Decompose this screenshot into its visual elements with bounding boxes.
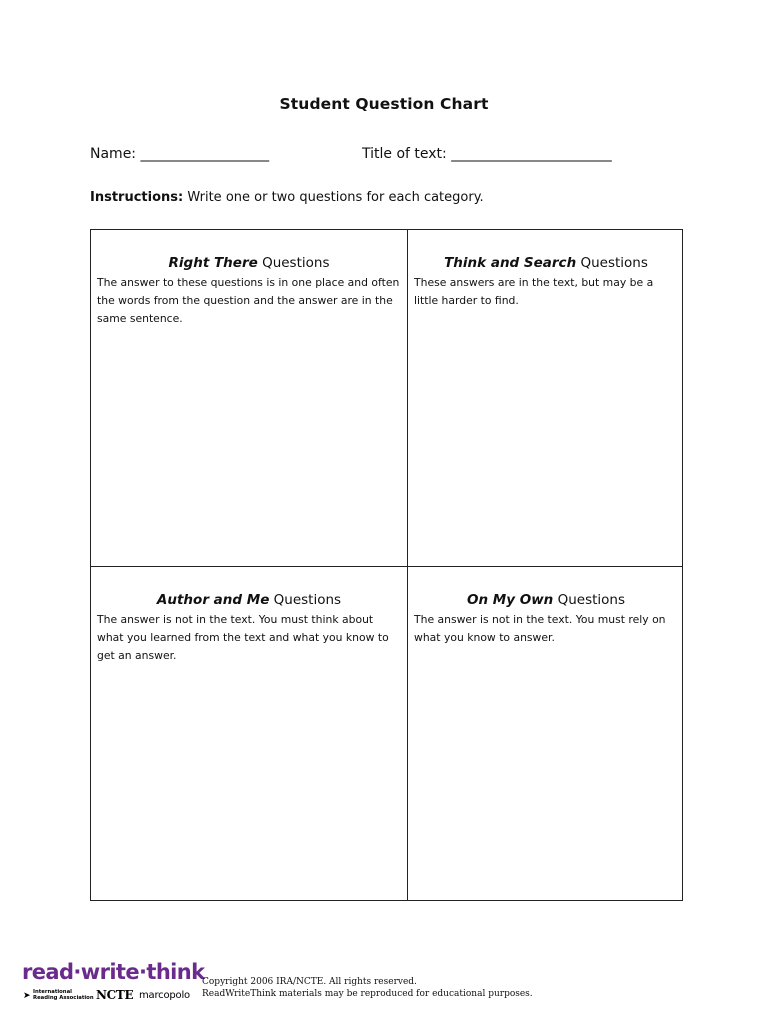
cell-heading-category: Right There — [168, 255, 258, 271]
title-of-text-blank-line: _________________________ — [451, 146, 612, 162]
ira-wordmark — [33, 989, 103, 1001]
ncte-wordmark: NCTE — [96, 988, 134, 1002]
instructions — [90, 190, 484, 205]
copyright-line-1: Copyright 2006 IRA/NCTE. All rights reserved. — [202, 977, 417, 987]
name-field — [90, 146, 269, 162]
title-of-text-field — [362, 146, 611, 162]
cell-heading-category: Think and Search — [444, 255, 577, 271]
page-title: Student Question Chart — [279, 95, 489, 113]
cell-heading — [408, 592, 684, 608]
cell-right-there — [91, 230, 407, 566]
cell-description: The answer to these questions is in one place and often the words from the question and the answer are in the same sentence. — [97, 276, 400, 325]
ira-line-1: International — [33, 989, 72, 995]
marcopolo-wordmark: marcopolo — [139, 990, 190, 1001]
cell-heading-category: Author and Me — [156, 592, 270, 608]
cell-heading — [91, 255, 407, 271]
readwritethink-logo — [22, 960, 205, 1006]
cell-heading — [408, 255, 684, 271]
readwritethink-wordmark: read·write·think — [22, 960, 205, 984]
footer — [22, 960, 722, 1010]
cell-heading-suffix: Questions — [557, 592, 625, 608]
cell-heading-suffix: Questions — [262, 255, 330, 271]
ira-icon: ➤ — [23, 991, 31, 1001]
instructions-text: Write one or two questions for each category. — [187, 190, 484, 205]
cell-description: These answers are in the text, but may be a little harder to find. — [414, 276, 654, 307]
cell-on-my-own — [408, 567, 684, 902]
partner-logos — [22, 988, 192, 1006]
cell-heading-suffix: Questions — [273, 592, 342, 608]
name-label: Name: — [90, 146, 137, 162]
cell-author-and-me — [91, 567, 407, 902]
name-blank-line: ____________________ — [140, 146, 269, 162]
cell-heading-suffix: Questions — [580, 255, 648, 271]
title-of-text-label: Title of text: — [362, 146, 447, 162]
cell-heading — [91, 592, 407, 608]
cell-description: The answer is not in the text. You must think about what you learned from the text and what you know to get an answer. — [97, 613, 389, 662]
cell-think-and-search — [408, 230, 684, 566]
instructions-label: Instructions: — [90, 190, 184, 205]
copyright-notice — [202, 976, 533, 1000]
cell-heading-category: On My Own — [467, 592, 554, 608]
copyright-line-2: ReadWriteThink materials may be reproduced for educational purposes. — [202, 989, 533, 999]
ira-line-2: Reading Association — [33, 995, 94, 1001]
cell-description: The answer is not in the text. You must rely on what you know to answer. — [414, 613, 666, 644]
question-chart-grid — [90, 229, 683, 901]
